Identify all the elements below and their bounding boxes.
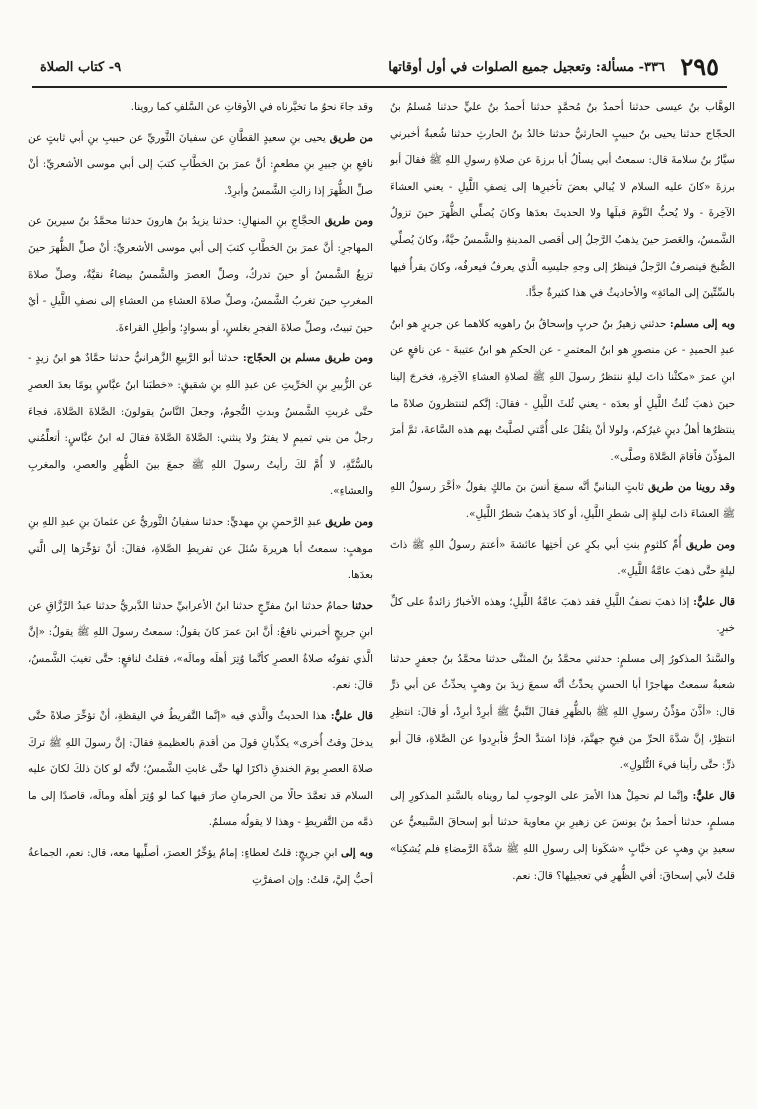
paragraph (28, 94, 373, 121)
paragraph (28, 345, 373, 505)
paragraph-lead: من طريق (329, 131, 373, 144)
paragraph (28, 208, 373, 341)
page-header (32, 52, 727, 88)
paragraph-lead: ومن طريق مسلم بن الحجّاج: (242, 352, 373, 365)
paragraph-text: وإنَّما لم نحمِلْ هذا الأمرَ على الوجوبِ لما رويناه بالسَّندِ المذكورِ إلى مسلمٍ، حدثنا أحمدُ بنُ يونسَ عن زهيرِ بنِ معاويةَ حدثنا أبو إسحاقَ السَّبيعيُّ عن سعيدِ بنِ وهبٍ عن خبَّابٍ «شكَونا إلى رسولِ اللهِ ﷺ شدَّةَ الرَّمضاءِ فلم يُشكِنا» قلتُ لأبي إسحاقَ: أفي الظُّهرِ في تعجيلِها؟ قالَ: نعم. (390, 789, 735, 882)
running-title: ٣٣٦- مسألة: وتعجيل جميع الصلوات في أول أوقاتها (388, 60, 665, 75)
paragraph (28, 840, 373, 893)
paragraph-text: الحجَّاجِ بنِ المنهالِ: حدثنا يزيدُ بنُ هارونَ حدثنا محمَّدُ بنُ سيرينَ عن المهاجرِ: أنَّ عمرَ بنَ الخطَّابِ كتبَ إلى أبي موسى الأشعريِّ: أنْ صلِّ الظُّهرَ حينَ تزيغُ الشَّمسُ أو حينَ تدركُ، وصلِّ العصرَ والشَّمسُ بيضاءُ نقيَّةٌ، وصلِّ صلاةَ المغربِ حينَ تغربُ الشَّمسُ، وصلِّ صلاةَ العشاءِ من العشاءِ إلى نصفِ اللَّيلِ - أيْ حينَ تبيتُ، وصلِّ صلاةَ الفجرِ بغلسٍ، أو بسوادٍ؛ وأطِلِ القراءةَ. (28, 215, 373, 334)
paragraph (390, 589, 735, 642)
paragraph-text: حدثنا أبو الرَّبيعِ الزَّهرانيُّ حدثنا حمَّادٌ هو ابنُ زيدٍ - عن الزُّبيرِ بنِ الخرِّيتِ عن عبدِ اللهِ بنِ شقيقٍ: «خطبَنا ابنُ عبَّاسٍ يومًا بعدَ العصرِ حتَّى غربتِ الشَّمسُ وبدتِ النُّجومُ، وجعلَ النَّاسُ يقولونَ: الصَّلاةَ الصَّلاةَ، فجاءَ رجلٌ من بني تميمٍ لا يفترُ ولا ينثني: الصَّلاةَ الصَّلاةَ فقالَ له ابنُ عبَّاسٍ: أتعلِّمُني بالسُّنَّةِ، لا أُمَّ لكَ رأيتُ رسولَ اللهِ ﷺ جمعَ بينَ الظُّهرِ والعصرِ، والمغربِ والعشاءِ». (28, 352, 373, 498)
paragraph-lead: ومن طريق (324, 215, 373, 228)
right-column (390, 94, 735, 1099)
left-column (28, 94, 373, 1099)
paragraph-text: والسَّندُ المذكورُ إلى مسلمٍ: حدثني محمَّدُ بنُ المثنَّى حدثنا محمَّدُ بنُ جعفرٍ حدثنا شعبةُ سمعتُ مهاجرًا أبا الحسنِ يحدِّثُ أنَّه سمعَ زيدَ بنَ وهبٍ يحدِّثُ عن أبي ذرٍّ قال: «أذَّنَ مؤذِّنُ رسولِ اللهِ ﷺ بالظُّهرِ فقالَ النَّبيُّ ﷺ أبرِدْ أبرِدْ، أو قالَ: انتظِرِ انتظِرْ، إنَّ شدَّةَ الحرِّ من فيحِ جهنَّمَ، فإذا اشتدَّ الحرُّ فأبرِدوا عن الصَّلاةِ، قالَ أبو ذرٍّ: حتَّى رأينا فيءَ التُّلولِ». (390, 652, 735, 772)
paragraph-lead: قال عليٌّ: (692, 789, 735, 802)
paragraph-text: يحيى بنِ سعيدٍ القطَّانِ عن سفيانَ الثَّوريِّ عن حبيبِ بنِ أبي ثابتٍ عن نافعِ بنِ جبيرِ بنِ مطعمٍ: أنَّ عمرَ بنَ الخطَّابِ كتبَ إلى أبي موسى الأشعريِّ: أنْ صلِّ الظُّهرَ إذا زالتِ الشَّمسُ وأبرِدْ. (28, 131, 373, 197)
paragraph (390, 646, 735, 779)
paragraph-text: وقد جاءَ نحوُ ما تخيَّرناه في الأوقاتِ عن السَّلفِ كما روينا. (130, 101, 373, 113)
paragraph-lead: حدثنا (351, 599, 373, 612)
paragraph (390, 94, 735, 307)
paragraph-lead: ومن طريق (325, 515, 373, 528)
paragraph-text: الوهَّاب بنُ عيسى حدثنا أحمدُ بنُ مُحمَّدٍ حدثنا أحمدُ بنُ عليٍّ حدثنا مُسلمُ بنُ الحجّاج حدثنا يحيى بنُ حبيبٍ الحارثيُّ حدثنا خالدُ بنُ الحارثِ حدثنا شُعبةُ أخبرني سيَّارُ بنُ سلامةَ قال: سمعتُ أبي يسألُ أبا برزةَ عن صلاةِ رسولِ اللهِ ﷺ فقالَ أبو برزةَ «كانَ عليه السلام لا يُبالي بعضَ تأخيرِها إلى نِصفِ اللَّيلِ - يعني العشاءَ الآخِرةَ - ولا يُحبُّ النَّومَ قبلَها ولا الحديثَ بعدَها وكانَ يُصلِّي الظُّهرَ حينَ تزولُ الشَّمسُ، والعَصرَ حينَ يذهبُ الرَّجلُ إلى أقصى المدينةِ والشَّمسُ حيَّةٌ، وكانَ يُصلِّي الصُّبحَ فينصرفُ الرَّجلُ فينظرُ إلى وجهِ جليسِه الَّذي يعرفُ فيعرفُه، وكانَ يقرأُ فيها بالسِّتِّينَ إلى المائةِ» والأحاديثُ في هذا كثيرةٌ جدًّا. (390, 101, 735, 300)
paragraph (390, 311, 735, 471)
paragraph-text: ثابتٍ البنانيِّ أنَّه سمعَ أنسَ بنَ مالكٍ يقولُ «أخَّرَ رسولُ اللهِ ﷺ العشاءَ ذاتَ ليلةٍ إلى شطرِ اللَّيلِ، أو كادَ يذهبُ شطرُ اللَّيلِ». (390, 481, 735, 520)
paragraph-text: أُمِّ كلثومٍ بنتِ أبي بكرٍ عن أختِها عائشةَ «أعتمَ رسولُ اللهِ ﷺ ذاتَ ليلةٍ حتَّى ذهبَ عامَّةُ اللَّيلِ». (390, 538, 735, 578)
paragraph (28, 703, 373, 836)
paragraph-text: إذا ذهبَ نصفُ اللَّيلِ فقد ذهبَ عامَّةُ اللَّيلِ؛ وهذه الأخبارُ زائدةٌ على كلِّ خبرٍ. (390, 595, 735, 635)
paragraph-text: حدثني زهيرُ بنُ حربٍ وإسحاقُ بنُ راهويه كلاهما عن جريرٍ هو ابنُ عبدِ الحميدِ - عن منصورٍ هو ابنُ المعتمرِ - عن الحكمِ هو ابنُ عتيبةَ - عن نافعٍ عن ابنِ عمرَ «مكثْنا ذاتَ ليلةٍ ننتظرُ رسولَ اللهِ ﷺ لصلاةِ العشاءِ الآخِرةِ، فخرجَ إلينا حينَ ذهبَ ثُلثُ اللَّيلِ أو بعدَه - يعني ثُلثَ اللَّيلِ - فقالَ: إنَّكم لتنتظرونَ صلاةً ما ينتظرُها أهلُ دينٍ غيرُكم، ولولا أنْ يثقُلَ على أُمَّتي لصلَّيتُ بهم هذه السَّاعةَ، ثمَّ أمرَ المؤذِّنَ فأقامَ الصَّلاةَ وصلَّى». (390, 317, 735, 463)
book-title: ٩- كتاب الصلاة (40, 60, 122, 75)
paragraph (390, 532, 735, 585)
paragraph-text: هذا الحديثُ والَّذي فيه «إنَّما التَّفريطُ في اليقظةِ، أنْ تؤخِّرَ صلاةً حتَّى يدخلَ وقتُ أُخرى» يكذِّبانِ قولَ من أقدمَ بالعظيمةِ فقالَ: إنَّ رسولَ اللهِ ﷺ تركَ صلاةَ العصرِ يومَ الخندقِ ذاكرًا لها حتَّى غابتِ الشَّمسُ؛ لأنَّه لو كانَ ذلكَ لكانَ عليه السلام قد تعمَّدَ حالًا من الحرمانِ صارَ فيها كما لو وُتِرَ أهلَه ومالَه، قاصدًا إلى ما ذمَّه من التَّفريطِ - وهذا لا يقولُه مسلمٌ. (28, 710, 373, 829)
paragraph-lead: ومن طريق (686, 538, 735, 551)
paragraph (28, 509, 373, 589)
paragraph-text: عبدِ الرَّحمنِ بنِ مهديٍّ: حدثنا سفيانُ الثَّوريُّ عن عثمانَ بنِ عبدِ اللهِ بنِ موهبٍ: سمعتُ أبا هريرةَ سُئلَ عن تفريطِ الصَّلاةِ، فقالَ: أنْ تؤخِّرَها إلى الَّتي بعدَها. (28, 515, 373, 582)
paragraph (390, 783, 735, 889)
paragraph-lead: وقد روينا من طريق (647, 481, 735, 494)
paragraph (28, 125, 373, 205)
paragraph-text: ابنِ جريجٍ: قلتُ لعطاءٍ: إمامٌ يؤخِّرُ العصرَ، أصلِّيها معه، قال: نعم، الجماعةُ أحبُّ إليَّ، قلتُ: وإن اصفرَّتِ (28, 847, 373, 886)
paragraph (28, 593, 373, 699)
paragraph (390, 474, 735, 527)
paragraph-lead: قال عليٌّ: (693, 595, 735, 608)
paragraph-lead: وبه إلى (340, 847, 373, 860)
paragraph-text: حمامٌ حدثنا ابنُ مفرِّجٍ حدثنا ابنُ الأعرابيِّ حدثنا الدَّبريُّ حدثنا عبدُ الرَّزَّاقِ عن ابنِ جريجٍ أخبرني نافعٌ: أنَّ ابنَ عمرَ كانَ يقولُ: سمعتُ رسولَ اللهِ ﷺ يقولُ: «إنَّ الَّذي تفوتُه صلاةُ العصرِ كأنَّما وُتِرَ أهلَه ومالَه»، فقلتُ لنافعٍ: حتَّى تغيبَ الشَّمسُ، قالَ: نعم. (28, 599, 373, 692)
paragraph-lead: قال عليٌّ: (330, 710, 373, 723)
page-number: ٢٩٥ (680, 52, 719, 81)
paragraph-lead: وبه إلى مسلم: (669, 317, 735, 330)
